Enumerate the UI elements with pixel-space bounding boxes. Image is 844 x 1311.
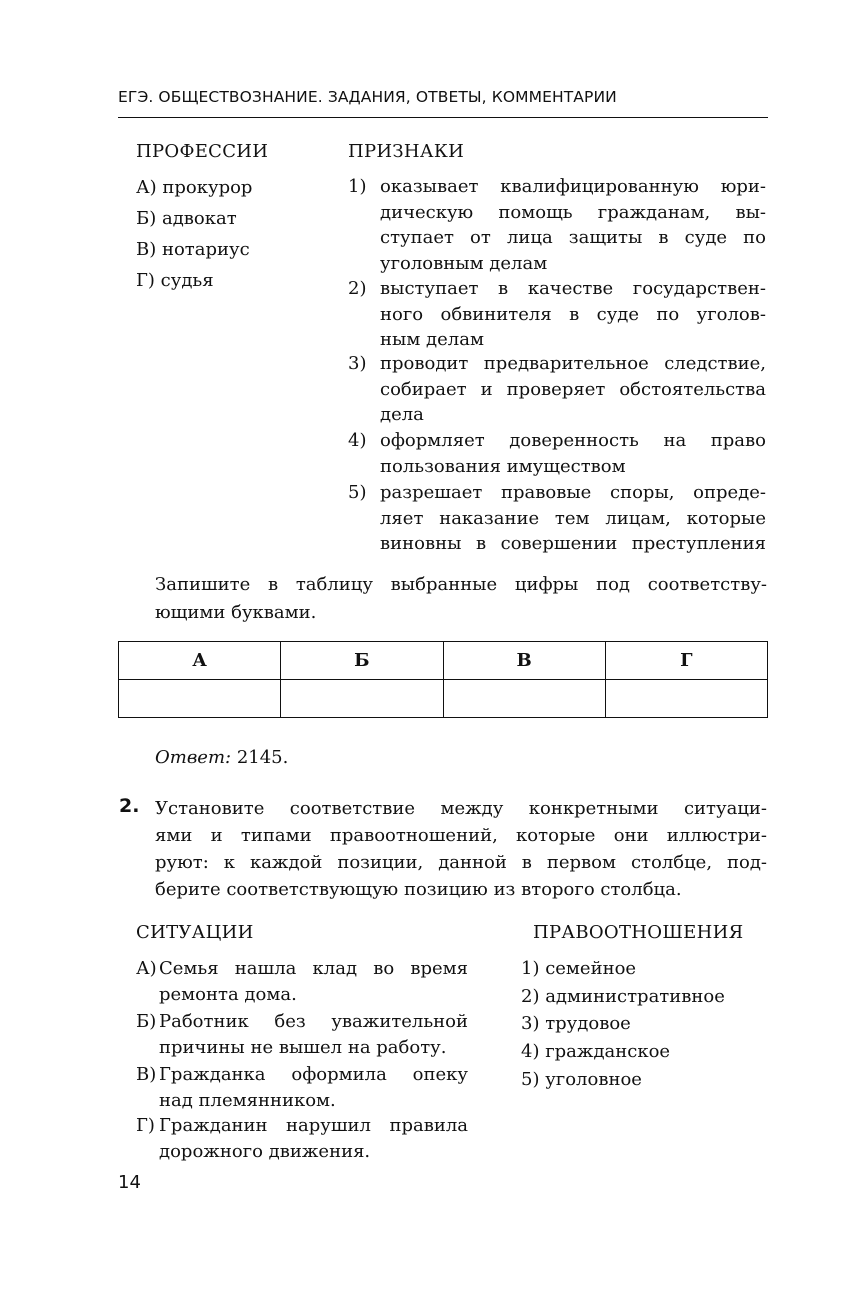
- situation-label: В): [136, 1064, 157, 1085]
- feature-line: ляет наказание тем лицам, которые: [380, 507, 766, 529]
- professions-heading: ПРОФЕССИИ: [136, 141, 269, 162]
- feature-number: 1): [348, 176, 367, 197]
- relation-item: 2) административное: [521, 985, 725, 1007]
- answer-table-header: [119, 642, 768, 680]
- situation-line: Гражданка оформила опеку: [159, 1064, 468, 1085]
- profession-item: А) прокурор: [136, 177, 253, 198]
- feature-number: 2): [348, 278, 367, 299]
- situation-line: Работник без уважительной: [159, 1011, 468, 1032]
- feature-line: ступает от лица защиты в суде по: [380, 227, 766, 248]
- page-number: 14: [118, 1172, 141, 1193]
- relations-heading: ПРАВООТНОШЕНИЯ: [533, 922, 744, 943]
- relations-list: [521, 956, 725, 1094]
- feature-line: ным делам: [380, 329, 484, 350]
- situation-line: над племянником.: [159, 1089, 336, 1111]
- feature-number: 5): [348, 482, 367, 503]
- situation-line: причины не вышел на работу.: [159, 1036, 447, 1058]
- feature-line: виновны в совершении преступления: [380, 533, 766, 554]
- answer-table-cell[interactable]: [119, 680, 281, 718]
- feature-line: проводит предварительное следствие,: [380, 353, 766, 374]
- situation-line: Гражданин нарушил правила: [159, 1115, 468, 1136]
- answer-line: [155, 745, 288, 770]
- answer-table-header-cell: Б: [281, 642, 443, 680]
- situation-item-a: [136, 956, 468, 1007]
- relation-item: 5) уголовное: [521, 1068, 642, 1090]
- feature-item-1: [348, 174, 766, 276]
- relation-item: 1) семейное: [521, 958, 637, 979]
- answer-table-header-cell: В: [443, 642, 605, 680]
- feature-line: разрешает правовые споры, опреде-: [380, 482, 766, 503]
- situation-item-v: [136, 1062, 468, 1113]
- situation-item-b: [136, 1009, 468, 1060]
- task2-line: руют: к каждой позиции, данной в первом столбце, под-: [155, 852, 767, 873]
- task2-line: Установите соответствие между конкретными ситуаци-: [155, 798, 767, 819]
- answer-table-cell[interactable]: [281, 680, 443, 718]
- profession-item: В) нотариус: [136, 239, 250, 260]
- relation-item: 3) трудовое: [521, 1013, 631, 1035]
- running-title: ЕГЭ. ОБЩЕСТВОЗНАНИЕ. ЗАДАНИЯ, ОТВЕТЫ, КОММЕНТАРИИ: [118, 88, 617, 106]
- situations-heading: СИТУАЦИИ: [136, 922, 254, 943]
- situation-line: дорожного движения.: [159, 1140, 371, 1162]
- header-rule: [118, 117, 768, 118]
- feature-item-2: [348, 276, 766, 353]
- feature-number: 3): [348, 353, 367, 374]
- answer-label: Ответ:: [155, 747, 232, 768]
- feature-item-5: [348, 480, 766, 557]
- task2-number: 2.: [119, 795, 140, 817]
- feature-line: уголовным делам: [380, 252, 548, 274]
- feature-line: собирает и проверяет обстоятельства: [380, 378, 766, 400]
- instruction-line: Запишите в таблицу выбранные цифры под соответству-: [155, 574, 767, 595]
- profession-item: Г) судья: [136, 270, 214, 291]
- feature-line: пользования имуществом: [380, 455, 626, 477]
- feature-item-3: [348, 351, 766, 428]
- feature-number: 4): [348, 430, 367, 451]
- feature-line: оказывает квалифицированную юри-: [380, 176, 766, 197]
- situation-label: Б): [136, 1011, 157, 1032]
- situation-label: А): [136, 958, 157, 979]
- situation-item-g: [136, 1113, 468, 1164]
- situation-label: Г): [136, 1115, 155, 1136]
- instruction-line: ющими буквами.: [155, 602, 317, 623]
- answer-table-header-cell: Г: [605, 642, 767, 680]
- features-heading: ПРИЗНАКИ: [348, 141, 465, 162]
- instruction-text: [155, 571, 767, 627]
- answer-value: 2145.: [236, 747, 289, 768]
- answer-table-cell[interactable]: [443, 680, 605, 718]
- feature-line: дическую помощь гражданам, вы-: [380, 201, 766, 223]
- answer-table: [118, 641, 768, 718]
- answer-table-header-cell: А: [119, 642, 281, 680]
- task2-text: [155, 795, 767, 903]
- answer-table-cell[interactable]: [605, 680, 767, 718]
- situation-line: Семья нашла клад во время: [159, 958, 468, 979]
- task2-line: берите соответствующую позицию из второго столбца.: [155, 879, 682, 900]
- feature-line: дела: [380, 404, 424, 425]
- feature-line: ного обвинителя в суде по уголов-: [380, 303, 766, 325]
- profession-item: Б) адвокат: [136, 208, 237, 229]
- relation-item: 4) гражданское: [521, 1041, 671, 1063]
- feature-item-4: [348, 428, 766, 479]
- feature-line: оформляет доверенность на право: [380, 430, 766, 451]
- feature-line: выступает в качестве государствен-: [380, 278, 766, 299]
- professions-list: [136, 175, 336, 299]
- answer-table-row: [119, 680, 768, 718]
- situation-line: ремонта дома.: [159, 983, 297, 1005]
- task2-line: ями и типами правоотношений, которые они иллюстри-: [155, 825, 767, 846]
